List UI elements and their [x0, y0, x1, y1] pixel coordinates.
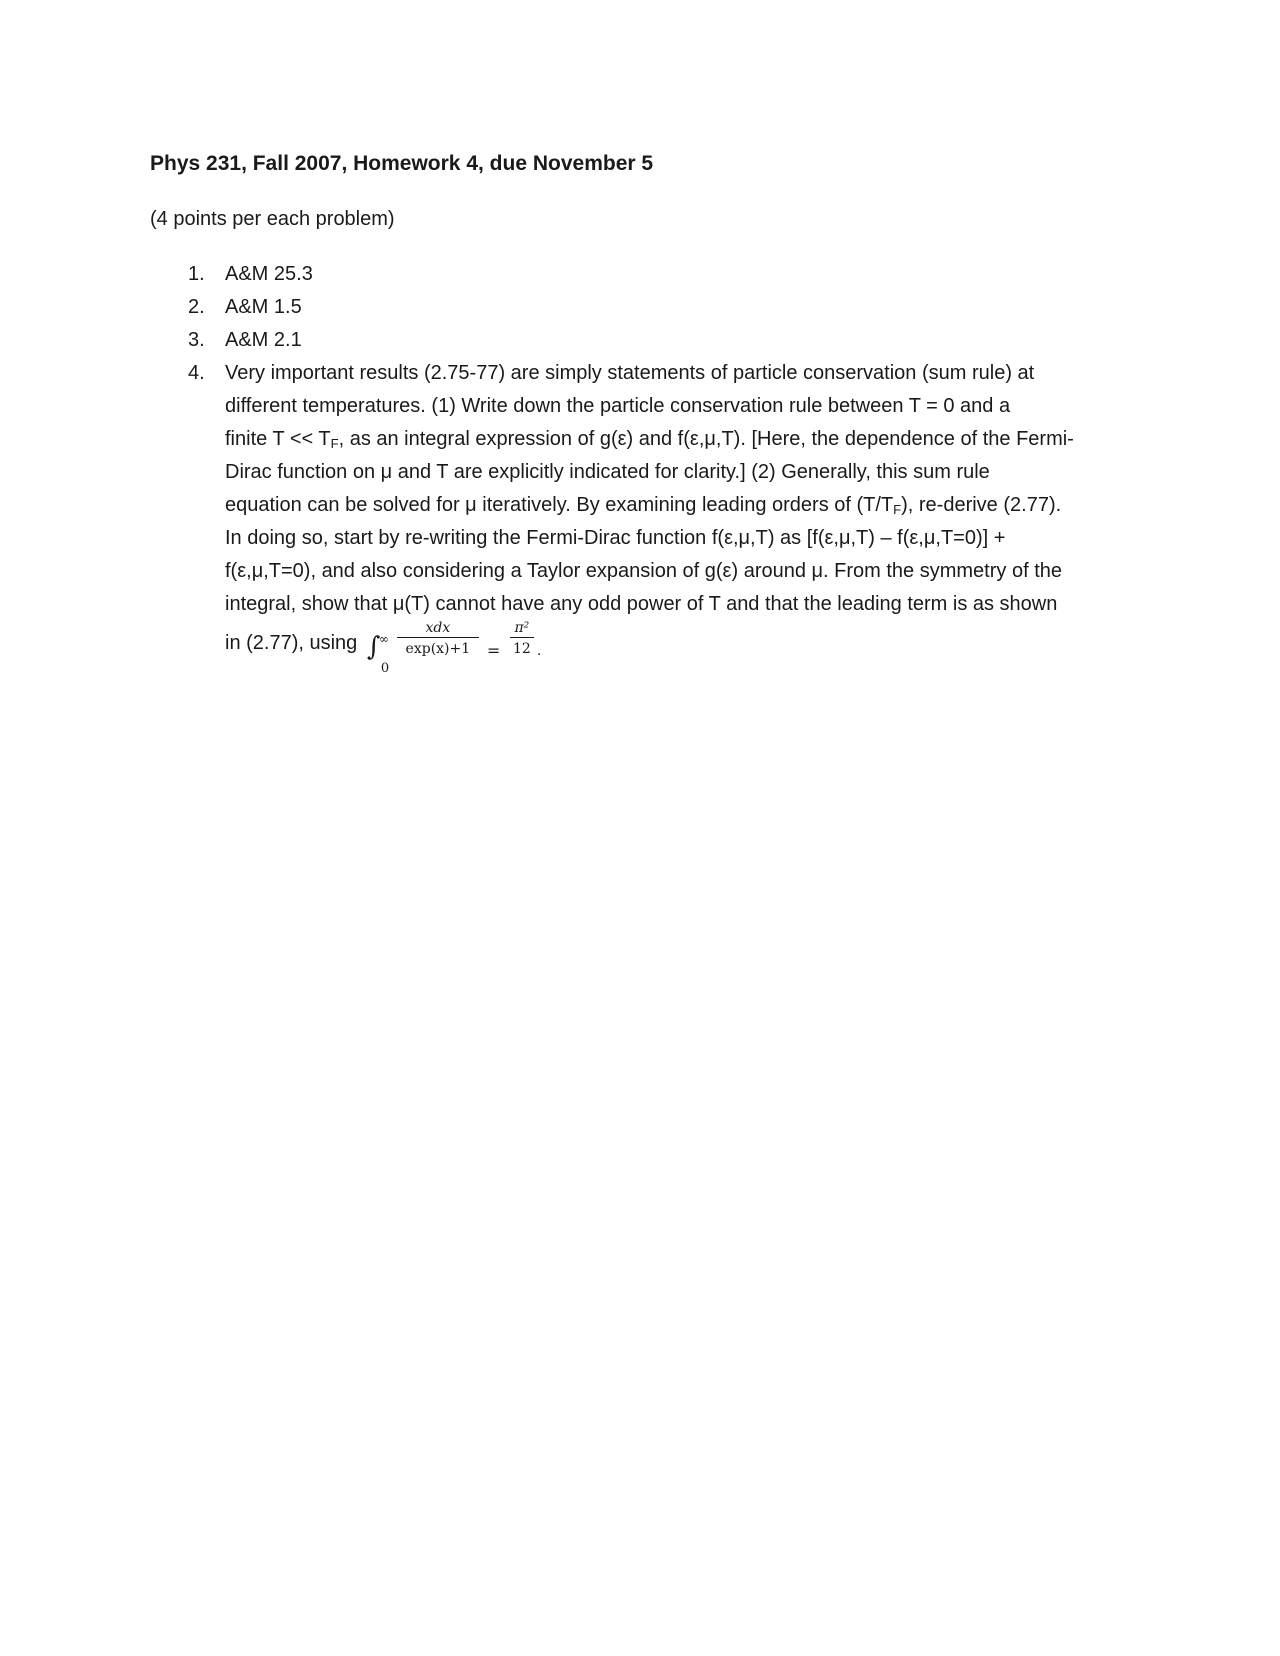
integral-formula: [366, 619, 557, 676]
result-numerator: π²: [510, 619, 534, 638]
problem-4-line-3: [225, 423, 1130, 456]
integral-upper-limit: ∞: [378, 631, 389, 646]
integral-lower-limit: 0: [380, 660, 390, 676]
problem-4-line-7: f(ε,μ,T=0), and also considering a Taylor expansion of g(ε) around μ. From the symmetry of the: [225, 560, 1062, 582]
problem-4-line-4: Dirac function on μ and T are explicitly indicated for clarity.] (2) Generally, this sum rule: [225, 461, 990, 483]
problem-text: A&M 1.5: [225, 296, 302, 318]
points-note: (4 points per each problem): [150, 208, 395, 230]
problem-4-line-1: Very important results (2.75-77) are simply statements of particle conservation (sum rule) at: [225, 362, 1035, 384]
fermi-subscript: F: [893, 502, 902, 517]
problem-2: [150, 291, 1130, 324]
integral-sign: ∫: [366, 631, 381, 662]
problem-4-line-8: integral, show that μ(T) cannot have any odd power of T and that the leading term is as shown: [225, 593, 1058, 615]
problem-4-line-5: [225, 489, 1130, 522]
problem-list: [150, 258, 1130, 676]
equals-sign: =: [486, 640, 501, 660]
result-fraction: [510, 619, 534, 660]
line-3-part-2: , as an integral expression of g(ε) and f(ε,μ,T). [Here, the dependence of the Fermi-: [338, 428, 1074, 450]
integrand-denominator: exp(x)+1: [405, 640, 471, 657]
homework-title: Phys 231, Fall 2007, Homework 4, due November 5: [150, 152, 654, 175]
problem-4-body: [225, 357, 1130, 676]
problem-3: [150, 324, 1130, 357]
line-5-part-1: equation can be solved for μ iteratively. By examining leading orders of (T/T: [225, 494, 894, 516]
problem-number: 4.: [188, 362, 205, 384]
formula-period: .: [536, 641, 542, 659]
problem-4-line-2: different temperatures. (1) Write down the particle conservation rule between T = 0 and a: [225, 395, 1011, 417]
integrand-numerator: xdx: [397, 619, 479, 638]
problem-4-line-9: [225, 619, 1130, 676]
line-3-part-1: finite T << T: [225, 428, 331, 450]
integrand-fraction: [397, 619, 479, 660]
line-9-text: in (2.77), using: [225, 632, 363, 654]
problem-4: [150, 357, 1130, 676]
line-5-part-2: ), re-derive (2.77).: [901, 494, 1062, 516]
problem-number: 3.: [188, 329, 205, 351]
problem-text: A&M 2.1: [225, 329, 302, 351]
result-denominator: 12: [512, 640, 531, 657]
problem-number: 1.: [188, 263, 205, 285]
problem-1: [150, 258, 1130, 291]
problem-text: A&M 25.3: [225, 263, 313, 285]
problem-4-line-6: In doing so, start by re-writing the Fermi-Dirac function f(ε,μ,T) as [f(ε,μ,T) – f(ε,μ,T=0)] +: [225, 527, 1006, 549]
problem-number: 2.: [188, 296, 205, 318]
fermi-subscript: F: [330, 436, 339, 451]
